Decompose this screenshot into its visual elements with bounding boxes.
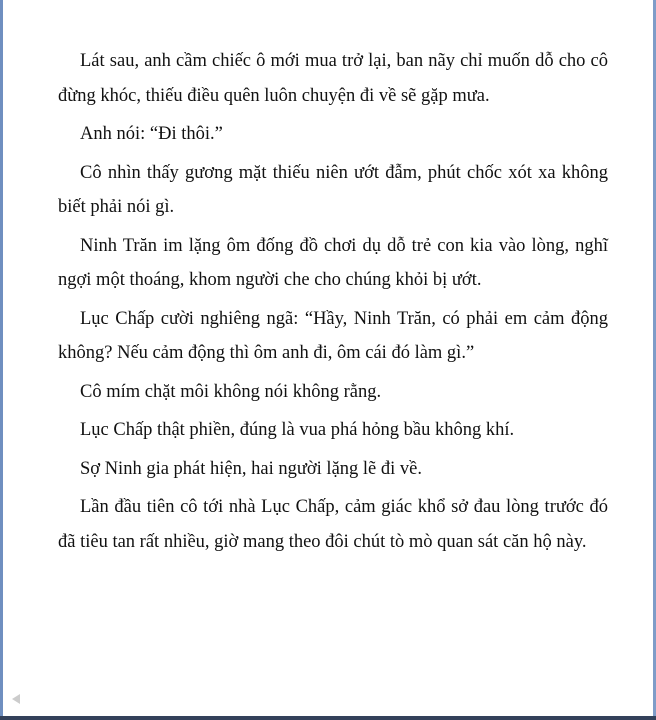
paragraph: Lần đầu tiên cô tới nhà Lục Chấp, cảm giác khổ sở đau lòng trước đó đã tiêu tan rất nhiều, giờ mang theo đôi chút tò mò quan sát căn hộ này. (58, 497, 608, 552)
previous-page-arrow-icon[interactable] (12, 694, 20, 704)
paragraph: Cô nhìn thấy gương mặt thiếu niên ướt đẫm, phút chốc xót xa không biết phải nói gì. (58, 162, 608, 217)
paragraph: Lục Chấp thật phiền, đúng là vua phá hỏng bầu không khí. (80, 420, 515, 440)
paragraph: Ninh Trăn im lặng ôm đống đồ chơi dụ dỗ trẻ con kia vào lòng, nghĩ ngợi một thoáng, khom người che cho chúng khỏi bị ướt. (58, 235, 608, 290)
paragraph: Lát sau, anh cầm chiếc ô mới mua trở lại, ban nãy chỉ muốn dỗ cho cô đừng khóc, thiếu điều quên luôn chuyện đi về sẽ gặp mưa. (58, 51, 608, 106)
paragraph: Lục Chấp cười nghiêng ngã: “Hầy, Ninh Trăn, có phải em cảm động không? Nếu cảm động thì ôm anh đi, ôm cái đó làm gì.” (58, 308, 608, 363)
window-border-bottom (0, 716, 656, 720)
document-page (58, 44, 608, 563)
paragraph: Anh nói: “Đi thôi.” (80, 124, 223, 144)
paragraph: Sợ Ninh gia phát hiện, hai người lặng lẽ đi về. (80, 458, 422, 479)
window-border-left (0, 0, 3, 716)
paragraph: Cô mím chặt môi không nói không rằng. (80, 381, 382, 402)
